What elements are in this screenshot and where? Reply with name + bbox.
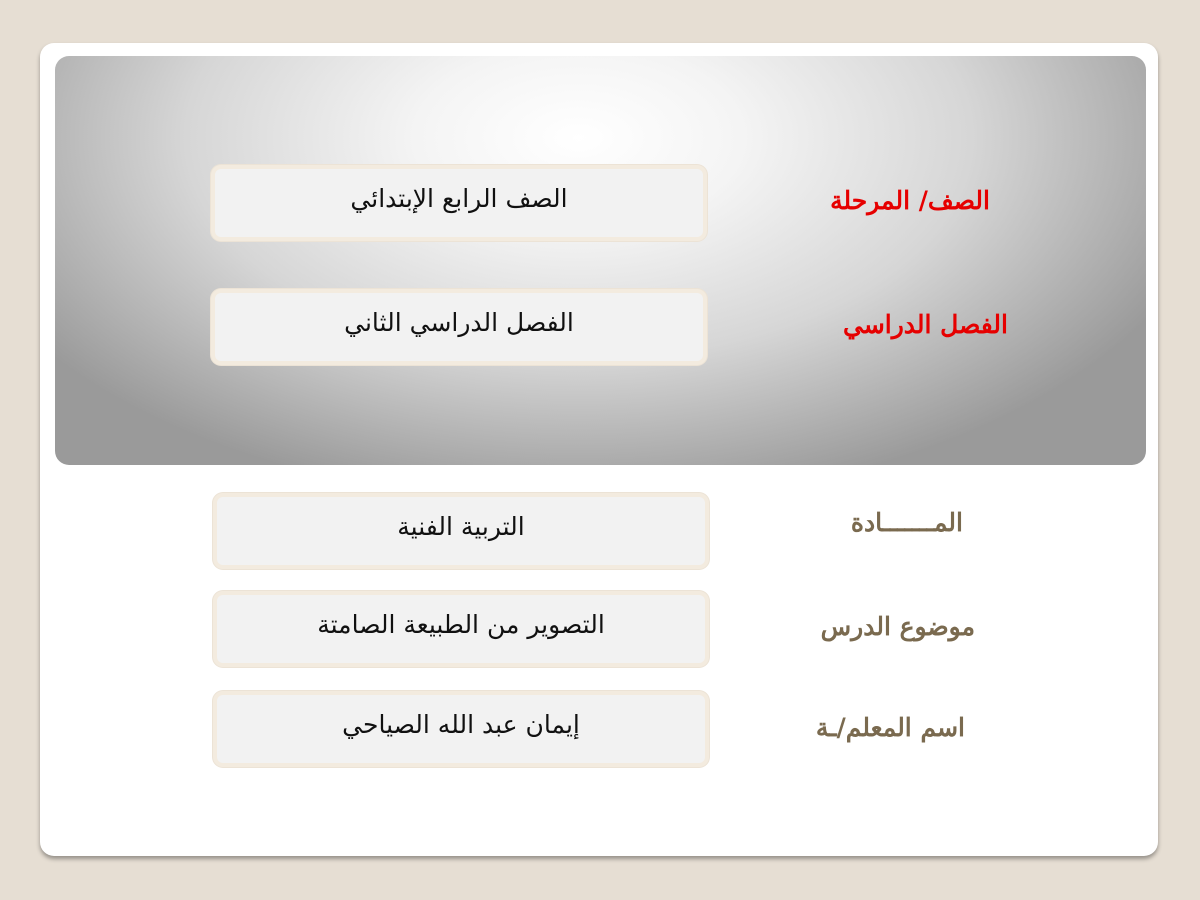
teacher-name-label: اسم المعلم/ـة [815,713,965,742]
subject-value-box [213,493,709,569]
subject-value: التربية الفنية [397,511,525,541]
teacher-name-value: إيمان عبد الله الصياحي [342,709,580,739]
grade-label: الصف/ المرحلة [830,186,990,215]
lesson-topic-value-box [213,591,709,667]
header-banner [55,56,1146,465]
semester-label: الفصل الدراسي [842,310,1008,339]
lesson-topic-label: موضوع الدرس [820,612,975,641]
semester-value: الفصل الدراسي الثاني [344,307,574,337]
lesson-topic-value: التصوير من الطبيعة الصامتة [317,609,605,639]
subject-label: المـــــــادة [850,508,963,537]
grade-value: الصف الرابع الإبتدائي [350,183,568,213]
teacher-name-value-box [213,691,709,767]
grade-value-box [211,165,707,241]
semester-value-box [211,289,707,365]
